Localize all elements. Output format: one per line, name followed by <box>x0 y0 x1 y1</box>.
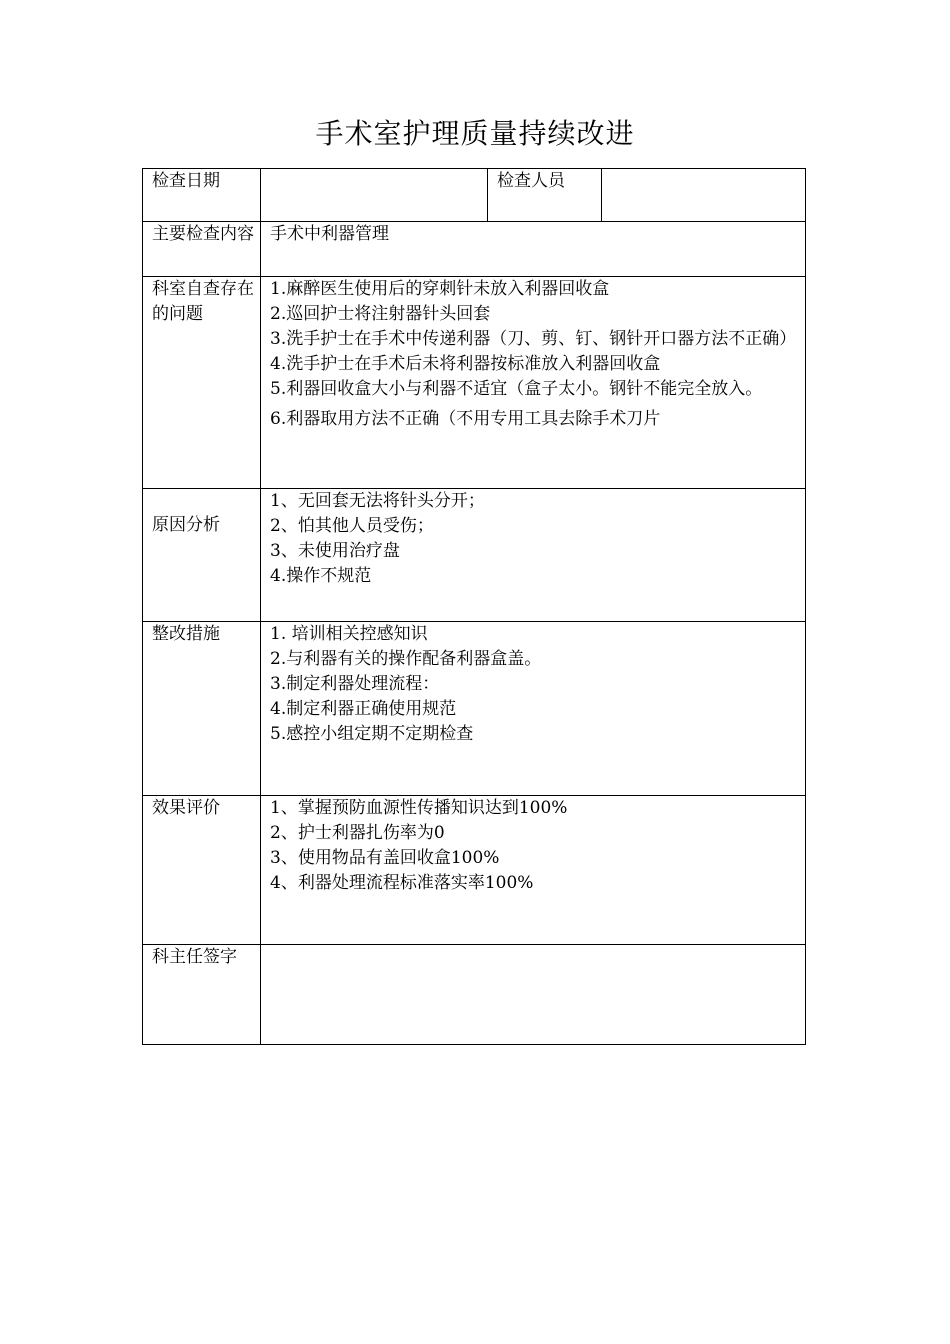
measure-item: 4.制定利器正确使用规范 <box>270 699 457 719</box>
measures-list <box>261 622 806 796</box>
effect-item: 2、护士利器扎伤率为0 <box>270 823 445 843</box>
measure-item: 1. 培训相关控感知识 <box>270 624 428 644</box>
row-measures <box>143 622 806 796</box>
problems-label: 科室自查存在的问题 <box>143 277 261 489</box>
causes-list <box>261 489 806 622</box>
row-inspect-info <box>143 169 806 222</box>
effect-item: 4、利器处理流程标准落实率100% <box>270 873 534 893</box>
main-content-label: 主要检查内容 <box>143 222 261 277</box>
cause-item: 1、无回套无法将针头分开； <box>270 491 485 511</box>
effect-label: 效果评价 <box>143 796 261 945</box>
cause-label: 原因分析 <box>152 515 220 535</box>
problem-item: 3.洗手护士在手术中传递利器（刀、剪、钉、钢针开口器方法不正确） <box>270 329 797 349</box>
row-problems <box>143 277 806 489</box>
inspect-date-field[interactable] <box>261 169 488 222</box>
problem-item: 6.利器取用方法不正确（不用专用工具去除手术刀片 <box>270 409 661 429</box>
signature-field[interactable] <box>261 945 806 1045</box>
row-signature <box>143 945 806 1045</box>
problem-item: 5.利器回收盒大小与利器不适宜（盒子太小。钢针不能完全放入。 <box>270 379 763 399</box>
main-content-value: 手术中利器管理 <box>261 222 806 277</box>
effects-list <box>261 796 806 945</box>
problem-item: 1.麻醉医生使用后的穿刺针未放入利器回收盒 <box>270 279 610 299</box>
measure-item: 2.与利器有关的操作配备利器盒盖。 <box>270 649 542 669</box>
inspector-field[interactable] <box>602 169 806 222</box>
effect-item: 3、使用物品有盖回收盒100% <box>270 848 500 868</box>
row-causes <box>143 489 806 622</box>
cause-item: 3、未使用治疗盘 <box>270 541 400 561</box>
problem-item: 2.巡回护士将注射器针头回套 <box>270 304 491 324</box>
cause-item: 2、怕其他人员受伤； <box>270 516 434 536</box>
measures-label: 整改措施 <box>143 622 261 796</box>
signature-label: 科主任签字 <box>143 945 261 1045</box>
problems-list <box>261 277 806 489</box>
measure-item: 5.感控小组定期不定期检查 <box>270 724 474 744</box>
cause-label-cell <box>143 489 261 622</box>
page-title: 手术室护理质量持续改进 <box>315 117 635 150</box>
problem-item: 4.洗手护士在手术后未将利器按标准放入利器回收盒 <box>270 354 661 374</box>
quality-form-table <box>142 168 806 1045</box>
row-effects <box>143 796 806 945</box>
cause-item: 4.操作不规范 <box>270 566 372 586</box>
inspect-date-label: 检查日期 <box>143 169 261 222</box>
effect-item: 1、掌握预防血源性传播知识达到100% <box>270 798 568 818</box>
row-main-content <box>143 222 806 277</box>
measure-item: 3.制定利器处理流程： <box>270 674 440 694</box>
inspector-label: 检查人员 <box>488 169 602 222</box>
